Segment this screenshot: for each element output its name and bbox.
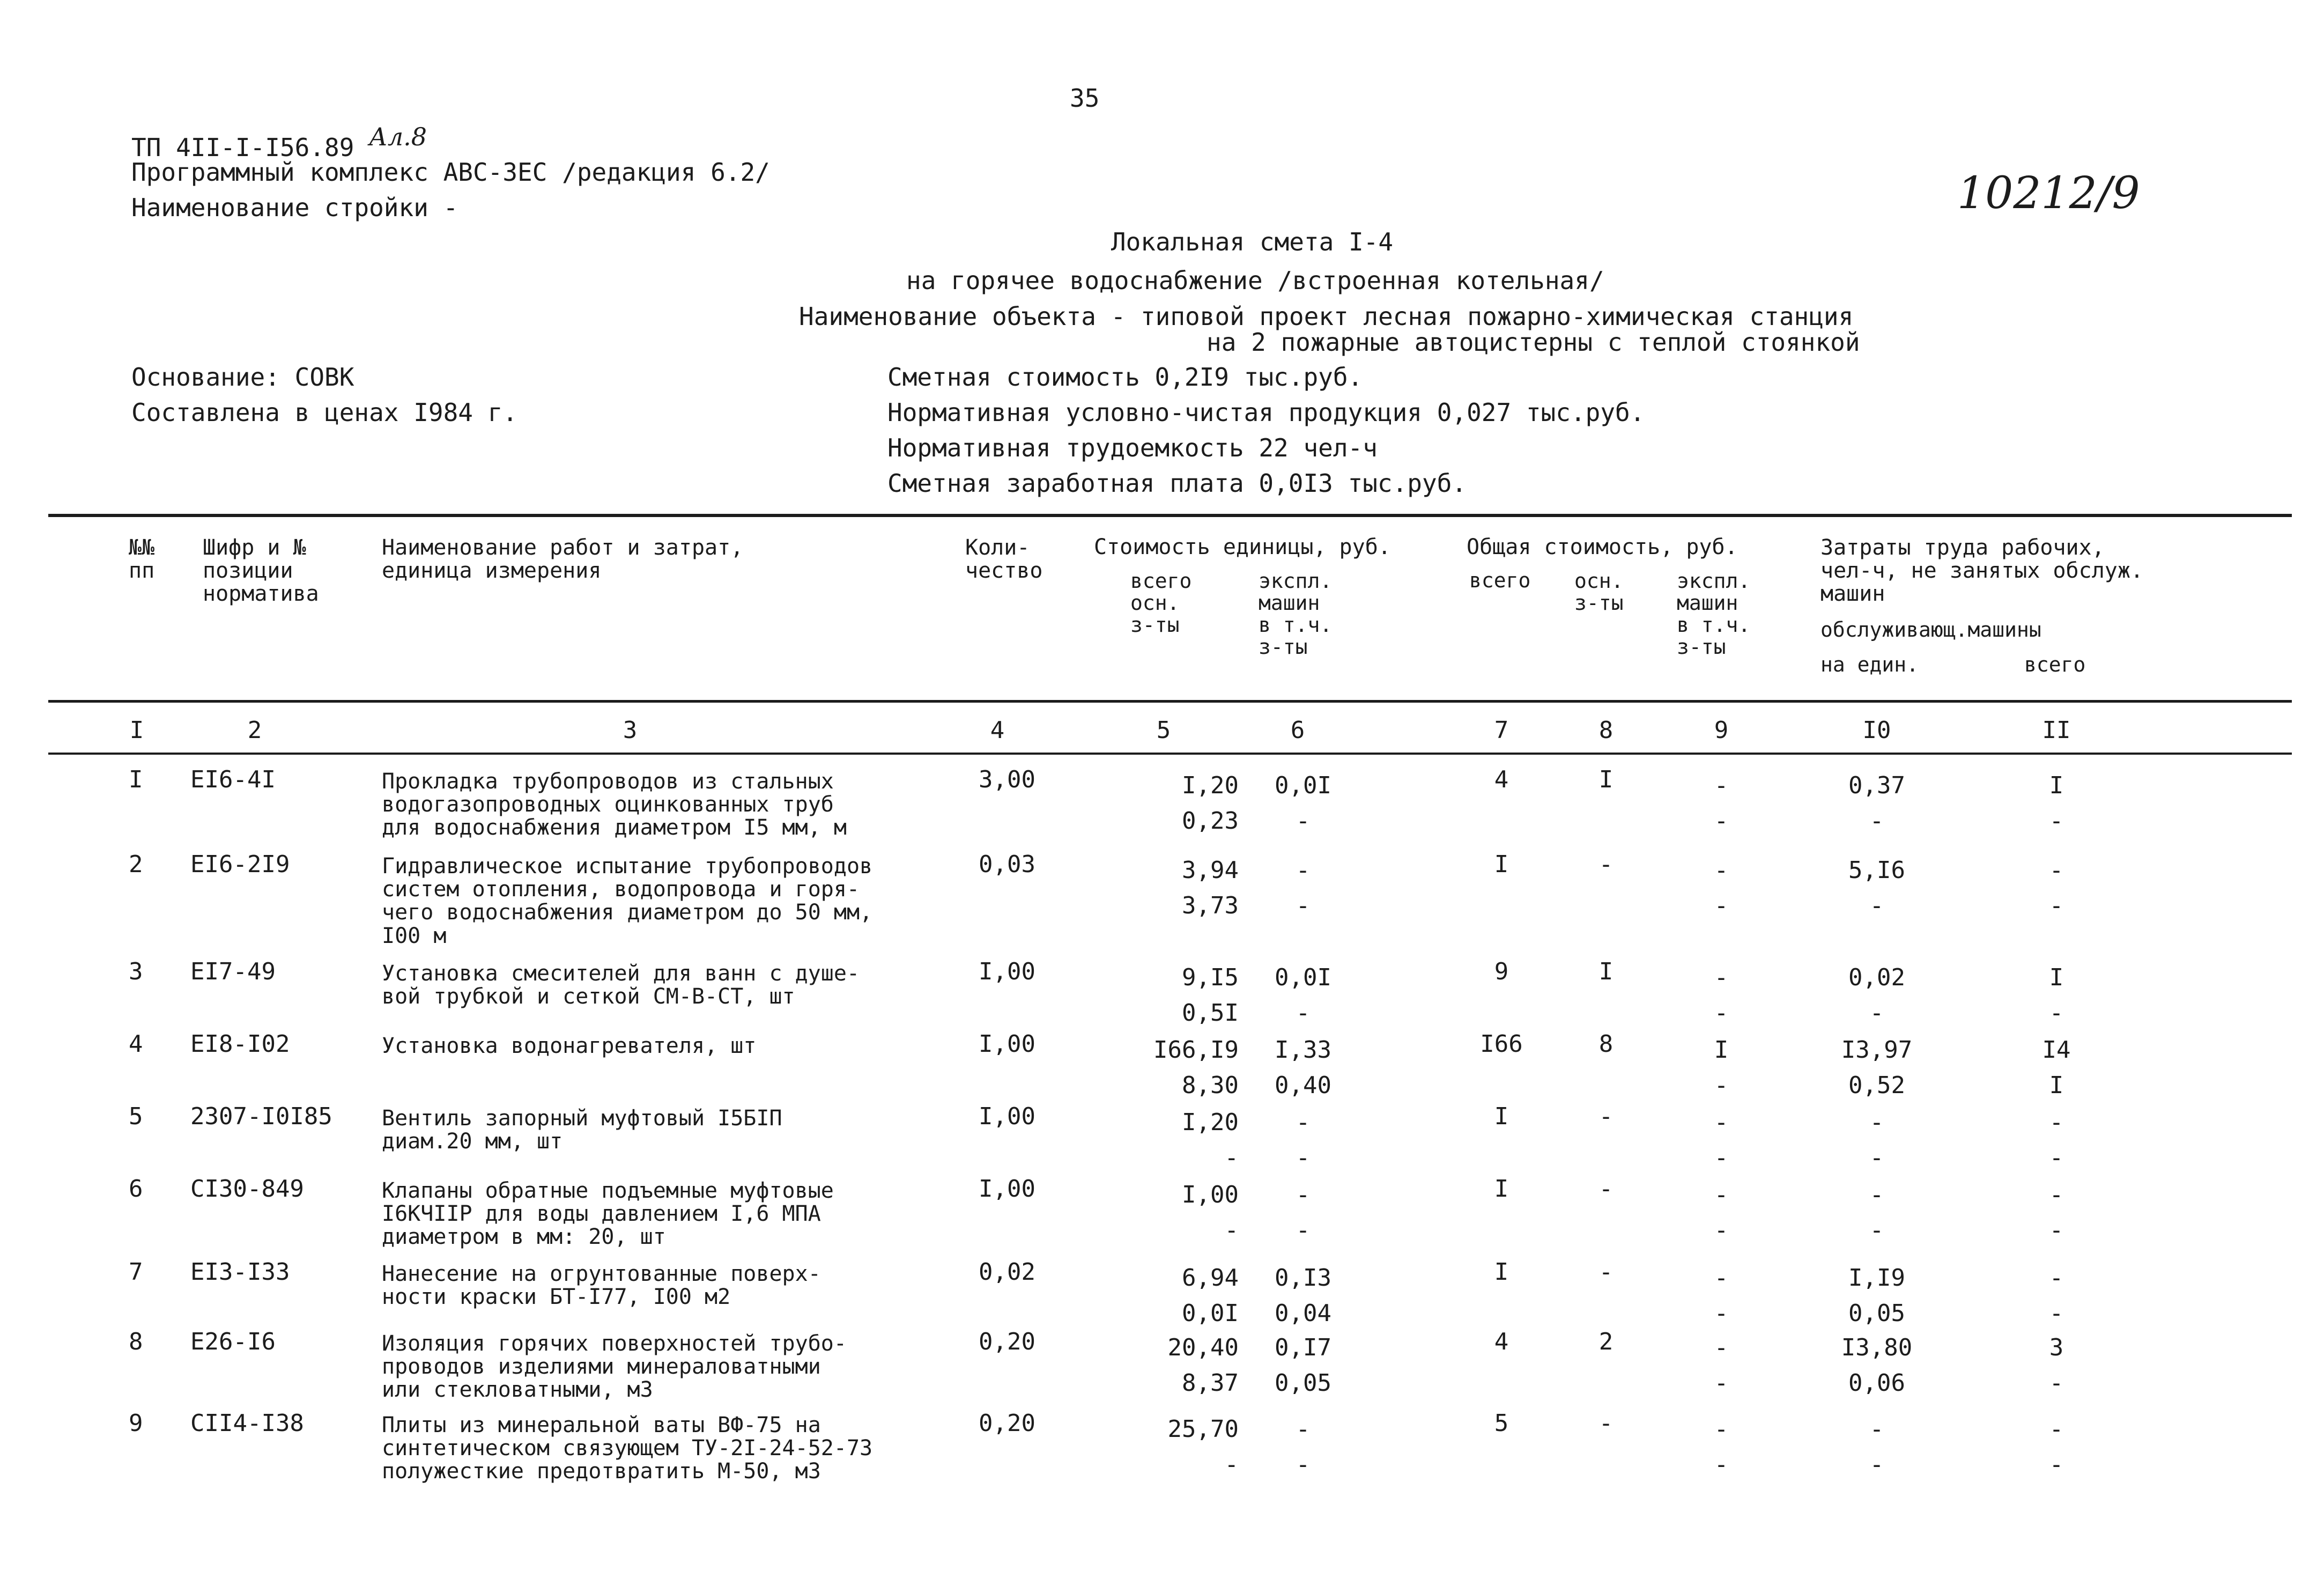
row-labor-unit: - - bbox=[1869, 1109, 1884, 1171]
row-quantity: 0,20 bbox=[979, 1328, 1035, 1355]
col-number: I bbox=[129, 717, 144, 744]
row-unit-machines: 0,I3 0,04 bbox=[1275, 1264, 1331, 1327]
row-name: Клапаны обратные подъемные муфтовые I6КЧIIР для воды давлением I,6 МПА диаметром в мм: 20, шт bbox=[382, 1178, 834, 1250]
row-labor-unit: I,I9 0,05 bbox=[1848, 1264, 1905, 1327]
row-quantity: I,00 bbox=[979, 958, 1035, 985]
row-total: I bbox=[1494, 1103, 1509, 1130]
row-total-machines: - - bbox=[1714, 1109, 1729, 1171]
row-total-wages: - bbox=[1598, 1410, 1614, 1437]
row-labor-unit: - - bbox=[1869, 1181, 1884, 1244]
row-name: Нанесение на огрунтованные поверх- ности краски БТ-I77, I00 м2 bbox=[382, 1262, 821, 1310]
col-header-9: экспл. машин в т.ч. з-ты bbox=[1677, 569, 1751, 659]
row-labor-total: I - bbox=[2049, 964, 2064, 1027]
row-quantity: 0,20 bbox=[979, 1410, 1035, 1437]
row-unit-machines: I,33 0,40 bbox=[1275, 1036, 1331, 1099]
col-header-11: всего bbox=[2024, 653, 2086, 676]
row-code: ЕI7-49 bbox=[190, 958, 276, 985]
row-unit-total: 6,94 0,0I bbox=[1182, 1264, 1239, 1327]
col-group-total-cost: Общая стоимость, руб. bbox=[1467, 535, 1738, 559]
row-number: 9 bbox=[129, 1410, 143, 1437]
row-number: 7 bbox=[129, 1258, 143, 1286]
row-quantity: 0,03 bbox=[979, 851, 1035, 878]
row-number: 2 bbox=[129, 851, 143, 878]
row-total-wages: 2 bbox=[1598, 1328, 1614, 1355]
row-total-machines: - - bbox=[1714, 1415, 1729, 1478]
summary-wages: Сметная заработная плата 0,0I3 тыс.руб. bbox=[887, 469, 1467, 498]
row-unit-machines: 0,0I - bbox=[1275, 964, 1331, 1027]
col-number: I0 bbox=[1862, 717, 1891, 744]
prices-year: Составлена в ценах I984 г. bbox=[131, 398, 518, 427]
row-code: СI30-849 bbox=[190, 1175, 304, 1203]
col-number: 2 bbox=[247, 717, 262, 744]
col-group-unit-cost: Стоимость единицы, руб. bbox=[1094, 535, 1391, 559]
row-labor-unit: I3,80 0,06 bbox=[1841, 1334, 1913, 1397]
row-total-machines: - - bbox=[1714, 1334, 1729, 1397]
row-total-machines: I - bbox=[1714, 1036, 1729, 1099]
col-header-7: всего bbox=[1469, 569, 1531, 592]
page-number: 35 bbox=[1070, 84, 1100, 113]
row-total-machines: - - bbox=[1714, 1181, 1729, 1244]
row-unit-total: 3,94 3,73 bbox=[1182, 857, 1239, 919]
object-name-cont: на 2 пожарные автоцистерны с теплой стоянкой bbox=[1207, 328, 1860, 357]
row-labor-total: 3 - bbox=[2049, 1334, 2064, 1397]
row-number: 8 bbox=[129, 1328, 143, 1355]
row-total: 4 bbox=[1494, 766, 1509, 793]
col-header-10: на един. bbox=[1820, 653, 1919, 676]
col-group-labor: Затраты труда рабочих, чел-ч, не занятых обслуж. машин bbox=[1820, 535, 2144, 607]
row-name: Установка смесителей для ванн с душе- вой трубкой и сеткой СМ-В-СТ, шт bbox=[382, 961, 860, 1009]
row-unit-machines: - - bbox=[1296, 1109, 1311, 1171]
row-labor-unit: I3,97 0,52 bbox=[1841, 1036, 1913, 1099]
col-header-8: осн. з-ты bbox=[1574, 569, 1624, 615]
doc-code: ТП 4II-I-I56.89 bbox=[131, 133, 354, 162]
row-quantity: 3,00 bbox=[979, 766, 1035, 793]
row-total-machines: - - bbox=[1714, 964, 1729, 1027]
row-total: I bbox=[1494, 851, 1509, 878]
row-labor-total: - - bbox=[2049, 1264, 2064, 1327]
basis-text: Основание: СОВК bbox=[131, 363, 354, 392]
summary-labor: Нормативная трудоемкость 22 чел-ч bbox=[887, 433, 1378, 462]
row-total-machines: - - bbox=[1714, 857, 1729, 919]
row-total-wages: - bbox=[1598, 1175, 1614, 1203]
row-code: ЕI6-4I bbox=[190, 766, 276, 793]
col-number: 4 bbox=[990, 717, 1005, 744]
row-unit-machines: 0,0I - bbox=[1275, 772, 1331, 835]
table-top-rule bbox=[48, 514, 2292, 517]
row-total-wages: 8 bbox=[1598, 1030, 1614, 1058]
row-total-wages: - bbox=[1598, 1258, 1614, 1286]
row-total: 5 bbox=[1494, 1410, 1509, 1437]
row-code: СII4-I38 bbox=[190, 1410, 304, 1437]
handwritten-stamp-number: 10212/9 bbox=[1957, 168, 2140, 219]
row-total-wages: - bbox=[1598, 851, 1614, 878]
column-number-rule bbox=[48, 753, 2292, 755]
estimate-title: Локальная смета I-4 bbox=[1111, 227, 1394, 256]
row-total-machines: - - bbox=[1714, 772, 1729, 835]
col-number: 5 bbox=[1156, 717, 1171, 744]
row-unit-total: 9,I5 0,5I bbox=[1182, 964, 1239, 1027]
row-labor-unit: 0,02 - bbox=[1848, 964, 1905, 1027]
row-labor-total: - - bbox=[2049, 1415, 2064, 1478]
row-total-wages: - bbox=[1598, 1103, 1614, 1130]
col-number: 6 bbox=[1290, 717, 1305, 744]
row-number: 5 bbox=[129, 1103, 143, 1130]
row-labor-unit: 0,37 - bbox=[1848, 772, 1905, 835]
col-header-4: Коли- чество bbox=[965, 535, 1043, 584]
row-number: I bbox=[129, 766, 143, 793]
row-code: ЕI6-2I9 bbox=[190, 851, 290, 878]
row-name: Плиты из минеральной ваты ВФ-75 на синтетическом связующем ТУ-2I-24-52-73 полужесткие предотвратить М-50, м3 bbox=[382, 1413, 873, 1484]
row-unit-total: I,00 - bbox=[1182, 1181, 1239, 1244]
row-unit-total: I66,I9 8,30 bbox=[1153, 1036, 1239, 1099]
row-total: I bbox=[1494, 1258, 1509, 1286]
row-total: 9 bbox=[1494, 958, 1509, 985]
row-number: 6 bbox=[129, 1175, 143, 1203]
row-unit-total: I,20 0,23 bbox=[1182, 772, 1239, 835]
row-number: 3 bbox=[129, 958, 143, 985]
header-bottom-rule bbox=[48, 700, 2292, 703]
estimate-subtitle: на горячее водоснабжение /встроенная котельная/ bbox=[906, 266, 1604, 295]
row-labor-total: - - bbox=[2049, 1109, 2064, 1171]
row-unit-machines: 0,I7 0,05 bbox=[1275, 1334, 1331, 1397]
row-unit-machines: - - bbox=[1296, 857, 1311, 919]
handwritten-note: Ал.8 bbox=[369, 122, 427, 151]
row-labor-unit: 5,I6 - bbox=[1848, 857, 1905, 919]
row-name: Вентиль запорный муфтовый I5БIП диам.20 мм, шт bbox=[382, 1106, 782, 1154]
col-labor-subheader: обслуживающ.машины bbox=[1820, 618, 2041, 641]
row-total-wages: I bbox=[1598, 766, 1614, 793]
object-name: Наименование объекта - типовой проект лесная пожарно-химическая станция bbox=[799, 302, 1854, 331]
col-number: 3 bbox=[623, 717, 638, 744]
row-name: Прокладка трубопроводов из стальных водогазопроводных оцинкованных труб для водоснабжения диаметром I5 мм, м bbox=[382, 769, 847, 840]
row-name: Изоляция горячих поверхностей трубо- проводов изделиями минераловатными или стекловатными, м3 bbox=[382, 1331, 847, 1403]
col-number: 8 bbox=[1598, 717, 1614, 744]
row-quantity: 0,02 bbox=[979, 1258, 1035, 1286]
row-unit-total: I,20 - bbox=[1182, 1109, 1239, 1171]
summary-cost: Сметная стоимость 0,2I9 тыс.руб. bbox=[887, 363, 1363, 392]
row-quantity: I,00 bbox=[979, 1103, 1035, 1130]
row-labor-unit: - - bbox=[1869, 1415, 1884, 1478]
row-code: ЕI3-I33 bbox=[190, 1258, 290, 1286]
col-header-6: экспл. машин в т.ч. з-ты bbox=[1259, 569, 1333, 659]
summary-net-product: Нормативная условно-чистая продукция 0,027 тыс.руб. bbox=[887, 398, 1645, 427]
col-number: II bbox=[2042, 717, 2071, 744]
row-labor-total: - - bbox=[2049, 1181, 2064, 1244]
row-unit-machines: - - bbox=[1296, 1181, 1311, 1244]
row-unit-total: 25,70 - bbox=[1167, 1415, 1239, 1478]
row-code: ЕI8-I02 bbox=[190, 1030, 290, 1058]
row-total-wages: I bbox=[1598, 958, 1614, 985]
row-labor-total: I4 I bbox=[2042, 1036, 2071, 1099]
row-quantity: I,00 bbox=[979, 1175, 1035, 1203]
col-number: 7 bbox=[1494, 717, 1509, 744]
row-total: I bbox=[1494, 1175, 1509, 1203]
row-unit-machines: - - bbox=[1296, 1415, 1311, 1478]
row-labor-total: - - bbox=[2049, 857, 2064, 919]
row-quantity: I,00 bbox=[979, 1030, 1035, 1058]
row-labor-total: I - bbox=[2049, 772, 2064, 835]
row-number: 4 bbox=[129, 1030, 143, 1058]
row-unit-total: 20,40 8,37 bbox=[1167, 1334, 1239, 1397]
col-header-3: Наименование работ и затрат, единица измерения bbox=[382, 535, 744, 584]
col-number: 9 bbox=[1714, 717, 1729, 744]
row-code: Е26-I6 bbox=[190, 1328, 276, 1355]
row-name: Установка водонагревателя, шт bbox=[382, 1034, 757, 1058]
col-header-2: Шифр и № позиции норматива bbox=[203, 535, 319, 607]
program-name: Программный комплекс АВС-3ЕС /редакция 6.2/ bbox=[131, 158, 770, 187]
col-header-5: всего осн. з-ты bbox=[1130, 569, 1192, 637]
construction-name: Наименование стройки - bbox=[131, 193, 458, 222]
col-header-1: №№ пп bbox=[129, 535, 155, 584]
row-total: 4 bbox=[1494, 1328, 1509, 1355]
row-total: I66 bbox=[1480, 1030, 1523, 1058]
row-name: Гидравлическое испытание трубопроводов систем отопления, водопровода и горя- чего водоснабжения диаметром до 50 мм, I00 м bbox=[382, 854, 873, 948]
row-code: 2307-I0I85 bbox=[190, 1103, 332, 1130]
row-total-machines: - - bbox=[1714, 1264, 1729, 1327]
